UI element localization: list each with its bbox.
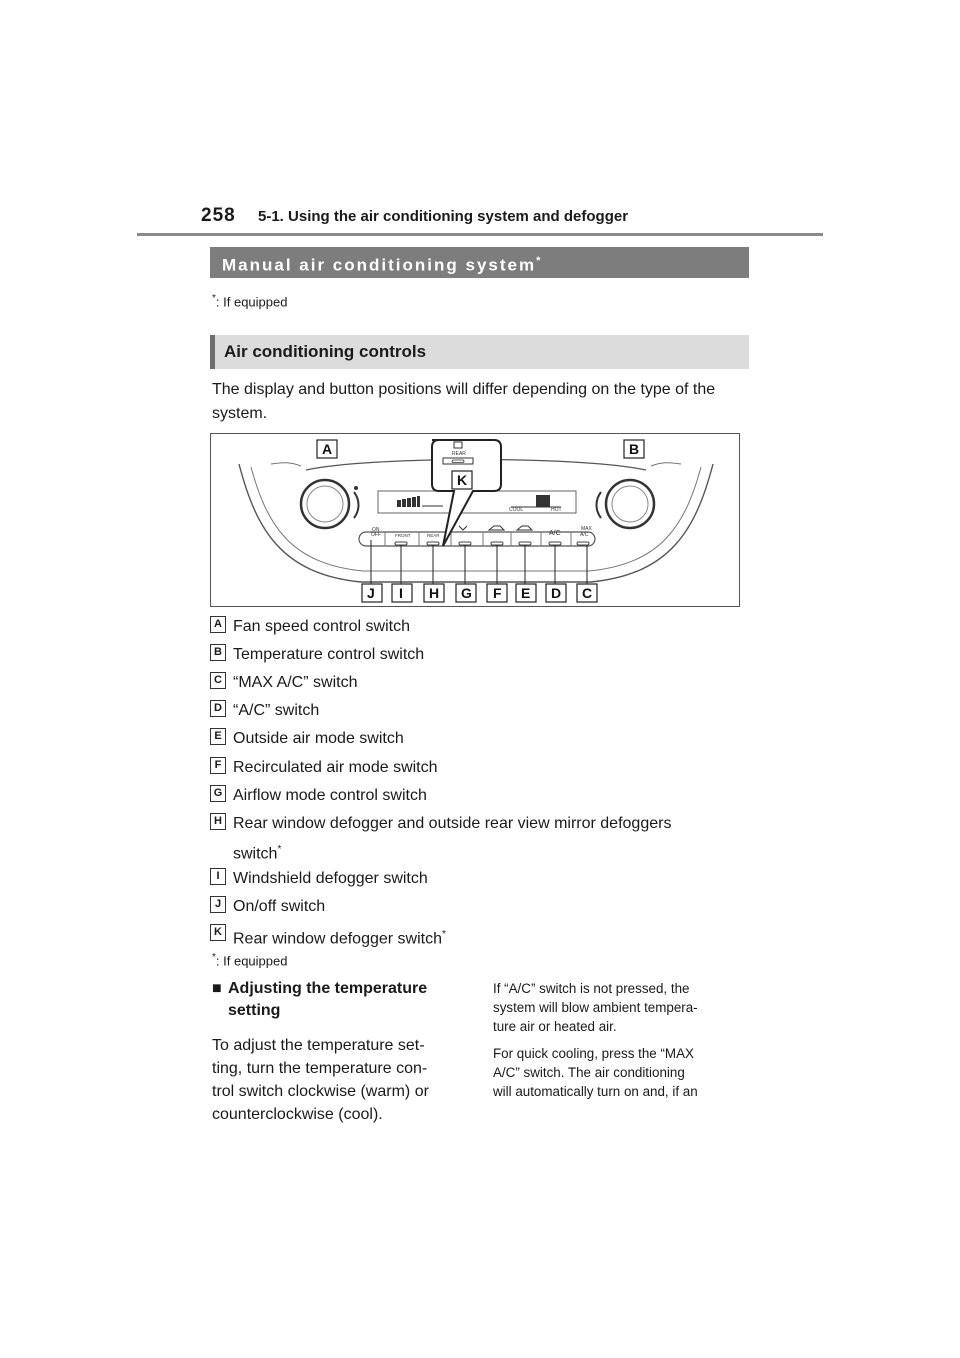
- hot-label: HOT: [551, 507, 562, 513]
- legend-text: Temperature control switch: [233, 646, 425, 663]
- legend-key: G: [210, 785, 226, 802]
- legend-text: “MAX A/C” switch: [233, 674, 358, 691]
- chapter-title: 5-1. Using the air conditioning system and defogger: [258, 208, 629, 225]
- off-label: OFF: [371, 532, 381, 538]
- section-footnote: [212, 293, 287, 309]
- legend-text-row: [233, 922, 446, 952]
- ac-panel-illustration: [211, 434, 741, 608]
- body-line: For quick cooling, press the “MAX: [493, 1046, 694, 1061]
- footnote-marker: *: [212, 952, 216, 963]
- callout-e: E: [521, 585, 531, 601]
- callout-c: C: [582, 585, 593, 601]
- legend-text: Outside air mode switch: [233, 730, 404, 747]
- k-rear-label: REAR: [452, 451, 466, 457]
- body-line: system will blow ambient tempera-: [493, 1000, 698, 1015]
- recirculate-icon: [489, 526, 504, 530]
- callout-d: D: [551, 585, 562, 601]
- heading-line-1: Adjusting the temperature: [228, 980, 428, 997]
- on-label: ON: [372, 527, 380, 533]
- cool-label: COOL: [509, 507, 524, 513]
- callout-h: H: [429, 585, 440, 601]
- callout-g: G: [461, 585, 472, 601]
- header-divider: [137, 233, 823, 236]
- heading-line-2: setting: [228, 1002, 281, 1019]
- callout-i: I: [399, 585, 403, 601]
- footnote-text: : If equipped: [215, 953, 288, 969]
- footnote-text: : If equipped: [215, 294, 288, 310]
- max-label: MAX: [581, 526, 592, 532]
- legend-key: A: [210, 616, 226, 633]
- body-line: If “A/C” switch is not pressed, the: [493, 981, 690, 996]
- section-title-marker: *: [536, 255, 541, 267]
- legend-text: Rear window defogger switch: [233, 930, 442, 948]
- body-line: ting, turn the temperature con-: [212, 1060, 428, 1077]
- square-bullet-icon: ■: [212, 980, 222, 997]
- legend-key: F: [210, 757, 226, 774]
- right-paragraph-2: [493, 1044, 743, 1101]
- legend-text: Airflow mode control switch: [233, 787, 427, 804]
- legend-text: Rear window defogger and outside rear view mirror defoggers: [233, 815, 672, 832]
- outside-air-icon: [517, 526, 532, 530]
- legend-marker: *: [277, 844, 282, 855]
- legend-text: Fan speed control switch: [233, 618, 410, 635]
- callout-b: B: [629, 441, 640, 457]
- body-line: counterclockwise (cool).: [212, 1106, 383, 1123]
- ac-label: A/C: [549, 530, 561, 537]
- legend-key: I: [210, 868, 226, 885]
- ac-control-panel-figure: [210, 433, 740, 607]
- front-label: FRONT: [395, 533, 411, 538]
- body-line: A/C” switch. The air conditioning: [493, 1065, 685, 1080]
- legend-marker: *: [442, 929, 446, 940]
- rear-label: REAR: [427, 533, 440, 538]
- heading-text: [228, 978, 468, 1022]
- callout-a: A: [322, 441, 333, 457]
- right-paragraph-1: [493, 979, 743, 1036]
- legend-text: Windshield defogger switch: [233, 870, 428, 887]
- legend-key: B: [210, 644, 226, 661]
- legend-text-continued: [233, 837, 281, 867]
- legend-key: H: [210, 813, 226, 830]
- legend-text-line2: switch: [233, 845, 278, 863]
- body-line: ture air or heated air.: [493, 1019, 617, 1034]
- body-line: trol switch clockwise (warm) or: [212, 1083, 429, 1100]
- body-line: To adjust the temperature set-: [212, 1037, 425, 1054]
- airflow-icon: [459, 526, 467, 530]
- legend-key: C: [210, 672, 226, 689]
- legend-key: K: [210, 924, 226, 941]
- legend-key: D: [210, 700, 226, 717]
- legend-text: Recirculated air mode switch: [233, 759, 438, 776]
- legend-text: On/off switch: [233, 898, 326, 915]
- page-number: 258: [201, 205, 236, 226]
- callout-k: K: [457, 472, 468, 488]
- intro-paragraph: The display and button positions will differ depending on the type of the system.: [212, 381, 716, 422]
- callout-j: J: [367, 585, 375, 601]
- callout-f: F: [493, 585, 502, 601]
- max-ac-label: A/C: [580, 532, 589, 538]
- legend-key: J: [210, 896, 226, 913]
- section-title: Manual air conditioning system: [222, 255, 537, 275]
- legend-key: E: [210, 728, 226, 745]
- bottom-callouts: [362, 584, 597, 602]
- footnote-marker: *: [212, 293, 216, 304]
- legend-footnote: [212, 952, 287, 968]
- section-title-banner: [210, 247, 749, 278]
- body-line: will automatically turn on and, if an: [493, 1084, 698, 1099]
- adjusting-body: [212, 1034, 462, 1126]
- subsection-title: Air conditioning controls: [210, 335, 749, 369]
- legend-text: “A/C” switch: [233, 702, 320, 719]
